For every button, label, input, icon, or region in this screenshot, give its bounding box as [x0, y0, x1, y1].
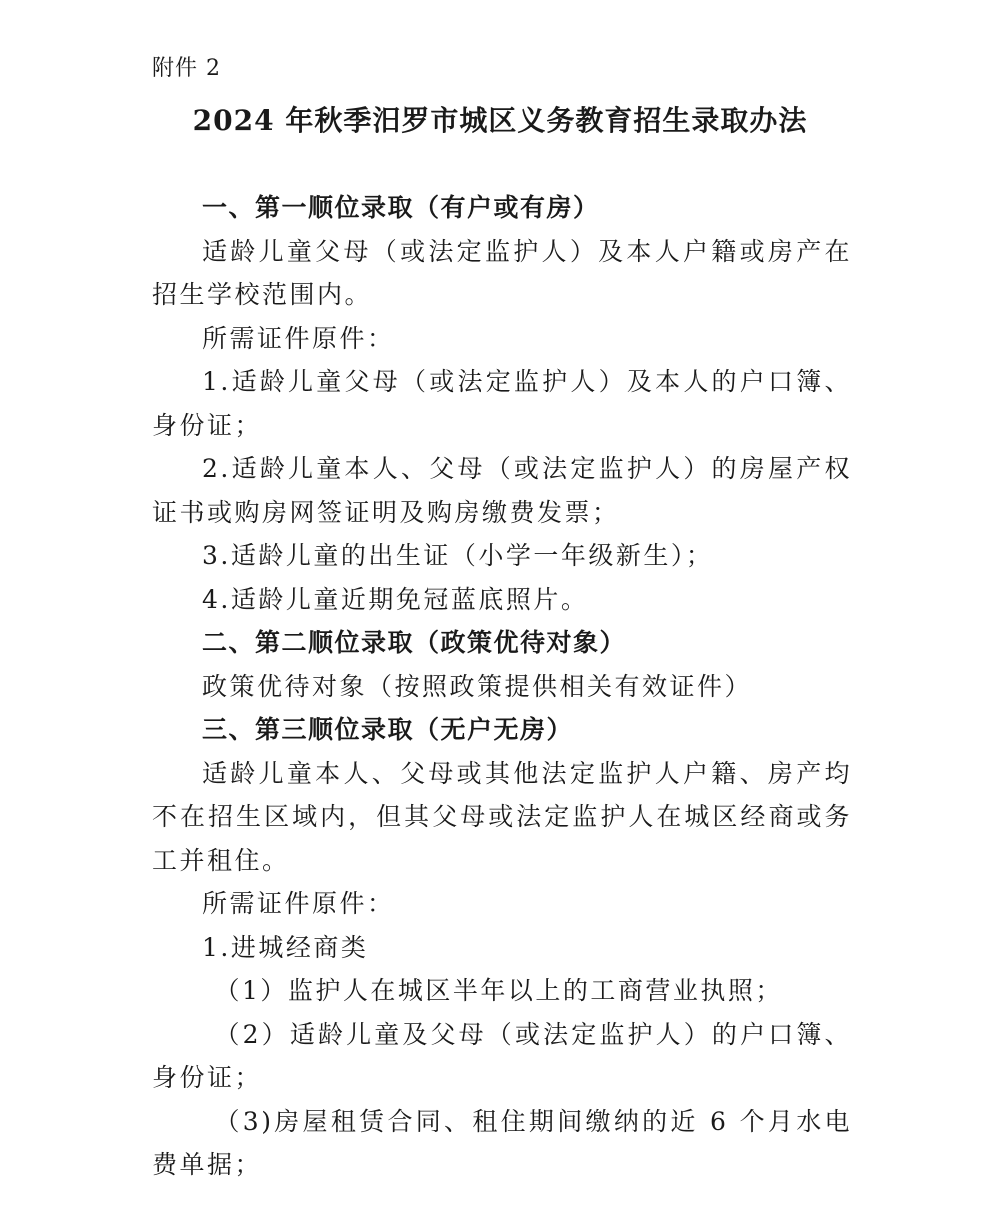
- document-body: [152, 186, 852, 1187]
- paragraph-eligibility-3: 适龄儿童本人、父母或其他法定监护人户籍、房产均不在招生区域内，但其父母或法定监护人在城区经商或务工并租住。: [152, 758, 852, 875]
- section-heading-1: 一、第一顺位录取（有户或有房）: [202, 193, 600, 222]
- paragraph-required-docs-3: 所需证件原件：: [202, 889, 395, 918]
- section-heading-3: 三、第三顺位录取（无户无房）: [202, 715, 574, 744]
- list-item-1-2: 2.适龄儿童本人、父母（或法定监护人）的房屋产权证书或购房网签证明及购房缴费发票；: [152, 454, 852, 527]
- document-title: 2024 年秋季汨罗市城区义务教育招生录取办法: [192, 104, 808, 137]
- attachment-label: 附件 2: [152, 56, 221, 81]
- list-item-1-3: 3.适龄儿童的出生证（小学一年级新生）；: [202, 541, 714, 570]
- list-item-3-1: 1.进城经商类: [202, 932, 369, 962]
- section-heading-2: 二、第二顺位录取（政策优待对象）: [202, 628, 627, 657]
- paragraph-required-docs-1: 所需证件原件：: [202, 323, 395, 353]
- sub-item-3-1-1: （1）监护人在城区半年以上的工商营业执照；: [214, 976, 783, 1005]
- sub-item-3-1-3: （3)房屋租赁合同、租住期间缴纳的近 6 个月水电费单据；: [152, 1106, 852, 1179]
- paragraph-policy-2: 政策优待对象（按照政策提供相关有效证件）: [202, 671, 753, 701]
- paragraph-eligibility-1: 适龄儿童父母（或法定监护人）及本人户籍或房产在招生学校范围内。: [152, 236, 852, 309]
- sub-item-3-1-2: （2）适龄儿童及父母（或法定监护人）的户口簿、身份证；: [152, 1019, 852, 1092]
- list-item-1-4: 4.适龄儿童近期免冠蓝底照片。: [202, 584, 589, 614]
- list-item-1-1: 1.适龄儿童父母（或法定监护人）及本人的户口簿、身份证；: [152, 367, 852, 440]
